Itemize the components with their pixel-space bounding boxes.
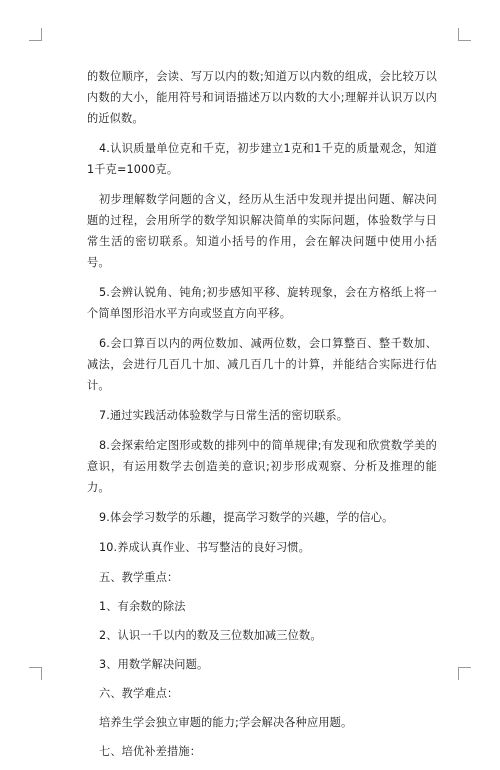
list-item-key-point-3: 3、用数学解决问题。 (99, 658, 209, 671)
list-item-key-point-2: 2、认识一千以内的数及三位数加减三位数。 (99, 629, 322, 642)
section-heading-difficulties: 六、教学难点： (99, 687, 179, 700)
document-body (87, 66, 437, 770)
paragraph-interest: 9.体会学习数学的乐趣，提高学习数学的兴趣，学的信心。 (99, 511, 394, 524)
paragraph-mass-units: 4.认识质量单位克和千克，初步建立1克和1千克的质量观念，知道1千克=1000克。 (87, 142, 437, 176)
crop-mark-top-right (458, 28, 471, 41)
section-heading-measures: 七、培优补差措施： (99, 745, 202, 758)
paragraph-difficulty: 培养生学会独立审题的能力;学会解决各种应用题。 (99, 716, 353, 729)
crop-mark-bottom-left (29, 667, 42, 680)
paragraph-practice-activities: 7.通过实践活动体验数学与日常生活的密切联系。 (99, 409, 349, 422)
section-heading-key-points: 五、教学重点： (99, 571, 179, 584)
paragraph-patterns: 8.会探索给定图形或数的排列中的简单规律;有发现和欣赏数学美的意识，有运用数学去创造美的意识;初步形成观察、分析及推理的能力。 (87, 439, 437, 494)
paragraph-mental-arithmetic: 6.会口算百以内的两位数加、减两位数，会口算整百、整千数加、减法，会进行几百几十加、减几百几十的计算，并能结合实际进行估计。 (87, 337, 437, 392)
paragraph-problem-solving: 初步理解数学问题的含义，经历从生活中发现并提出问题、解决问题的过程，会用所学的数学知识解决简单的实际问题，体验数学与日常生活的密切联系。知道小括号的作用，会在解决问题中使用小括号。 (87, 193, 437, 269)
paragraph-habits: 10.养成认真作业、书写整洁的良好习惯。 (99, 541, 310, 554)
paragraph-angles: 5.会辨认锐角、钝角;初步感知平移、旋转现象，会在方格纸上将一个简单图形沿水平方向或竖直方向平移。 (87, 286, 437, 320)
list-item-key-point-1: 1、有余数的除法 (99, 600, 186, 613)
crop-mark-bottom-right (458, 667, 471, 680)
paragraph-number-order: 的数位顺序，会读、写万以内的数;知道万以内数的组成，会比较万以内数的大小，能用符号和词语描述万以内数的大小;理解并认识万以内的近似数。 (87, 70, 437, 125)
crop-mark-top-left (29, 28, 42, 41)
